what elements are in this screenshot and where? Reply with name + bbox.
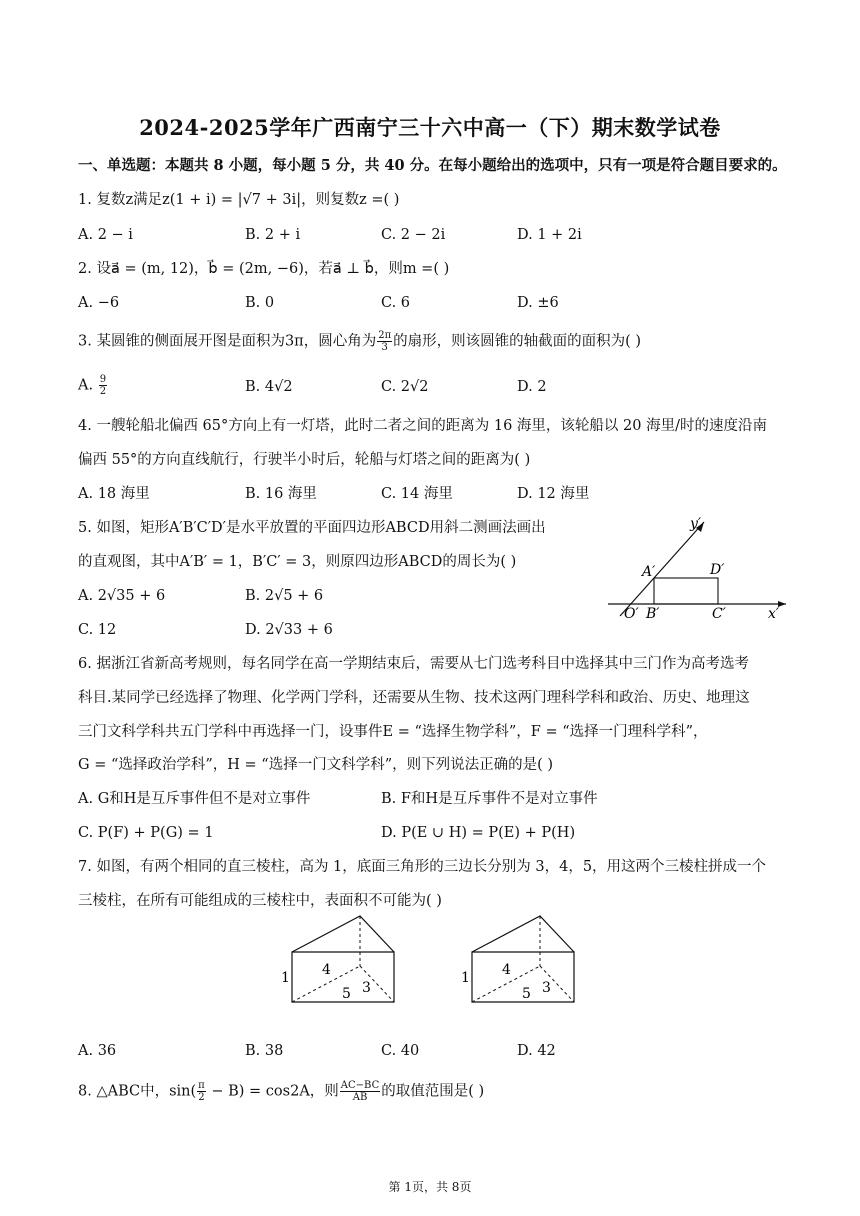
q6-option-b: B. F和H是互斥事件不是对立事件 xyxy=(381,791,598,807)
y-axis xyxy=(620,522,704,616)
question-6-line-4: G = “选择政治学科”，H = “选择一门文科学科”，则下列说法正确的是( ) xyxy=(78,757,554,773)
oblique-projection-figure xyxy=(600,512,790,624)
side-4-label: 4 xyxy=(502,962,511,978)
side-4-label: 4 xyxy=(322,962,331,978)
q4-option-d: D. 12 海里 xyxy=(517,486,590,502)
side-5-label: 5 xyxy=(342,986,351,1002)
q1-option-c: C. 2 − 2i xyxy=(381,227,446,243)
q5-option-c: C. 12 xyxy=(78,622,117,638)
d-label: D′ xyxy=(710,562,725,578)
prism-figure xyxy=(278,906,588,1006)
question-1-stem: 1. 复数z满足z(1 + i) = |√7 + 3i|，则复数z =( ) xyxy=(78,192,400,208)
y-label: y′ xyxy=(690,516,702,532)
question-3-stem: 3. 某圆锥的侧面展开图是面积为3π，圆心角为 $\frac{2\pi}{3}$ 的扇形，则该圆锥的轴截面的面积为( ) xyxy=(78,330,642,353)
fraction: $\frac{2\pi}{3}$ xyxy=(378,330,392,353)
height-label: 1 xyxy=(461,970,470,986)
q2-option-b: B. 0 xyxy=(245,295,275,311)
question-5-line-1: 5. 如图，矩形A′B′C′D′是水平放置的平面四边形ABCD用斜二测画法画出 xyxy=(78,520,546,536)
q4-option-c: C. 14 海里 xyxy=(381,486,453,502)
q3-option-b: B. 4√2 xyxy=(245,379,293,395)
question-2-stem: 2. 设a⃗ = (m, 12)，b⃗ = (2m, −6)，若a⃗ ⊥ b⃗，则m =( ) xyxy=(78,261,450,277)
question-8-stem: 8. △ABC中，sin( $\frac{\pi}{2}$ − B) = cos2A，则 $\frac{AC-BC}{AB}$ 的取值范围是( ) xyxy=(78,1080,485,1103)
question-6-line-2: 科目.某同学已经选择了物理、化学两门学科，还需要从生物、技术这两门理科学科和政治、历史、地理这 xyxy=(78,690,750,706)
q4-option-b: B. 16 海里 xyxy=(245,486,317,502)
q7-option-c: C. 40 xyxy=(381,1043,420,1059)
side-3-label: 3 xyxy=(542,980,551,996)
q2-option-d: D. ±6 xyxy=(517,295,559,311)
page-footer: 第 1页，共 8页 xyxy=(388,1180,472,1194)
q6-option-d: D. P(E ∪ H) = P(E) + P(H) xyxy=(381,825,576,841)
page-title: 2024-2025学年广西南宁三十六中高一（下）期末数学试卷 xyxy=(139,115,721,140)
prism-right xyxy=(461,916,574,1002)
a-label: A′ xyxy=(642,564,656,580)
question-7-line-1: 7. 如图，有两个相同的直三棱柱，高为 1，底面三角形的三边长分别为 3，4，5，用这两个三棱柱拼成一个 xyxy=(78,859,767,875)
q1-option-a: A. 2 − i xyxy=(78,227,133,243)
q2-option-c: C. 6 xyxy=(381,295,411,311)
q5-option-d: D. 2√33 + 6 xyxy=(245,622,333,638)
b-label: B′ xyxy=(646,606,660,622)
question-5-line-2: 的直观图，其中A′B′ = 1，B′C′ = 3，则原四边形ABCD的周长为( ) xyxy=(78,554,517,570)
q4-option-a: A. 18 海里 xyxy=(78,486,150,502)
x-label: x′ xyxy=(768,606,780,622)
question-7-line-2: 三棱柱，在所有可能组成的三棱柱中，表面积不可能为( ) xyxy=(78,893,442,909)
prism-left xyxy=(281,916,394,1002)
question-6-line-3: 三门文科学科共五门学科中再选择一门，设事件E = “选择生物学科”，F = “选择一门理科学科”， xyxy=(78,724,708,740)
q7-option-d: D. 42 xyxy=(517,1043,556,1059)
section-heading: 一、单选题：本题共 8 小题，每小题 5 分，共 40 分。在每小题给出的选项中，只有一项是符合题目要求的。 xyxy=(78,157,787,174)
side-5-label: 5 xyxy=(522,986,531,1002)
question-4-line-2: 偏西 55°的方向直线航行，行驶半小时后，轮船与灯塔之间的距离为( ) xyxy=(78,452,531,468)
q3-option-c: C. 2√2 xyxy=(381,379,429,395)
origin-label: O′ xyxy=(624,606,639,622)
side-3-label: 3 xyxy=(362,980,371,996)
q3-option-d: D. 2 xyxy=(517,379,547,395)
q2-option-a: A. −6 xyxy=(78,295,120,311)
question-4-line-1: 4. 一艘轮船北偏西 65°方向上有一灯塔，此时二者之间的距离为 16 海里，该轮船以 20 海里/时的速度沿南 xyxy=(78,418,767,434)
q6-option-c: C. P(F) + P(G) = 1 xyxy=(78,825,214,841)
q1-option-d: D. 1 + 2i xyxy=(517,227,582,243)
q7-option-b: B. 38 xyxy=(245,1043,284,1059)
q3-option-a: A. $\frac{9}{2}$ xyxy=(78,374,107,397)
q5-option-b: B. 2√5 + 6 xyxy=(245,588,324,604)
q1-option-b: B. 2 + i xyxy=(245,227,301,243)
rectangle-abcd xyxy=(654,578,718,604)
x-axis-arrow xyxy=(778,601,786,607)
height-label: 1 xyxy=(281,970,290,986)
q6-option-a: A. G和H是互斥事件但不是对立事件 xyxy=(78,791,311,807)
question-6-line-1: 6. 据浙江省新高考规则，每名同学在高一学期结束后，需要从七门选考科目中选择其中三门作为高考选考 xyxy=(78,656,749,672)
q5-option-a: A. 2√35 + 6 xyxy=(78,588,166,604)
q7-option-a: A. 36 xyxy=(78,1043,117,1059)
c-label: C′ xyxy=(712,606,726,622)
